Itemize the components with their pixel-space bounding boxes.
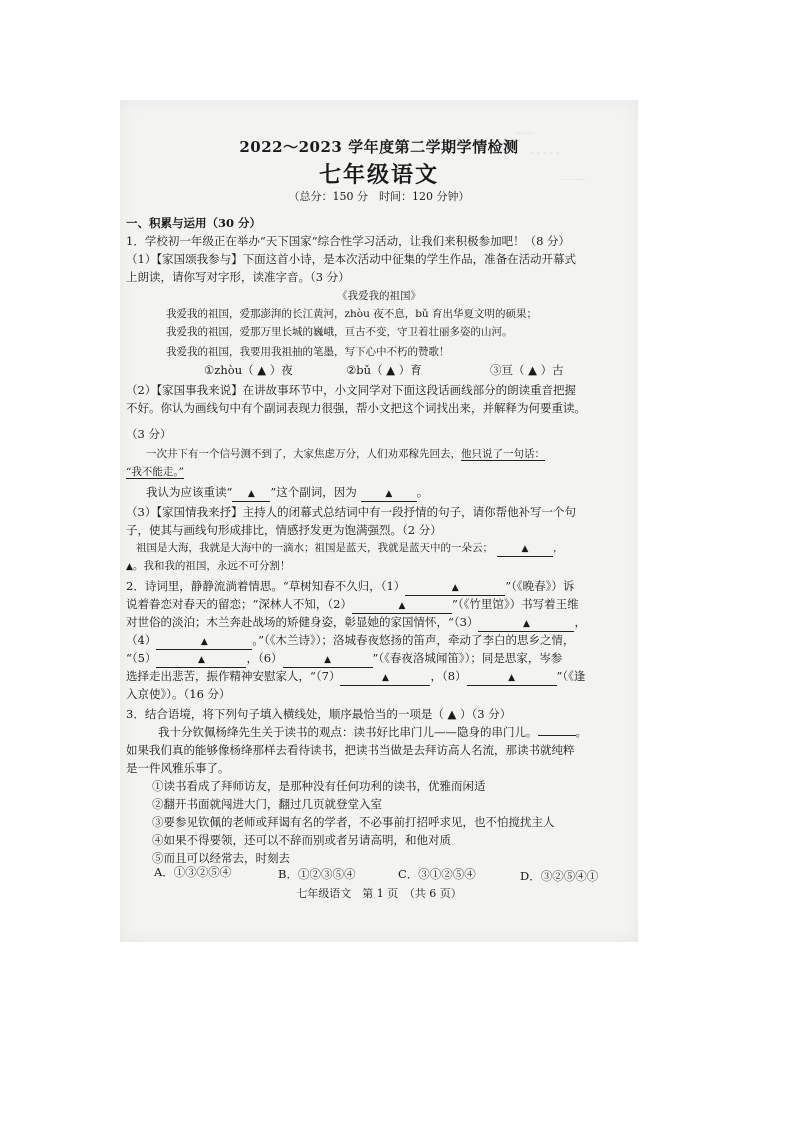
poem-line: 我爱我的祖国，爱那澎湃的长江黄河，zhòu 夜不息，bǔ 育出华夏文明的硕果； bbox=[166, 308, 538, 320]
q3-option: ④如果不得要领，还可以不辞而别或者另请高明，和他对质 bbox=[152, 833, 451, 847]
choice-c[interactable]: C．③①②⑤④ bbox=[398, 867, 476, 881]
poem-blank-3[interactable]: ▲ bbox=[478, 617, 574, 632]
q3-text: 我十分钦佩杨绛先生关于读书的观点：读书好比串门儿——隐身的串门儿。 bbox=[158, 725, 538, 739]
q3-blank[interactable] bbox=[538, 735, 576, 736]
q2-text: 说着眷恋对春天的留恋；“深林人不知，（2） bbox=[126, 597, 352, 611]
q2-text: 2．诗词里，静静流淌着情思。“草树知春不久归，（1） bbox=[126, 579, 406, 593]
q2-text: 。”（《木兰诗》）；洛城春夜悠扬的笛声，牵动了李白的思乡之情， bbox=[252, 633, 575, 647]
q2-line3 bbox=[126, 614, 586, 632]
parallel-sentence-a: 祖国是大海，我就是大海中的一滴水；祖国是蓝天，我就是蓝天中的一朵云； bbox=[136, 542, 493, 554]
story-underlined: 他只说了一句话： bbox=[461, 448, 545, 460]
parallel-sentence-b: 。我和我的祖国，永远不可分割！ bbox=[132, 560, 291, 572]
q1-part2-line3: （3 分） bbox=[126, 427, 172, 441]
q2-line1 bbox=[126, 578, 574, 596]
q1-part3-line2: 子，使其与画线句形成排比，情感抒发更为饱满强烈。（2 分） bbox=[126, 523, 442, 537]
triangle-marker: ▲ bbox=[126, 562, 133, 572]
bleed-through: ........ bbox=[560, 172, 586, 183]
q1-part2-line2: 不好。你认为画线句中有个副词表现力很强，帮小文把这个词找出来，并解释为何要重读。 bbox=[126, 401, 586, 415]
choice-a[interactable]: A．①③②⑤④ bbox=[154, 865, 232, 879]
parallel-sentence: 祖国是大海，我就是大海中的一滴水；祖国是蓝天，我就是蓝天中的一朵云； ▲ ， bbox=[136, 540, 564, 557]
fill-blank-b[interactable]: ②bǔ（ ▲ ）育 bbox=[346, 363, 422, 377]
exam-subject: 七年级语文 bbox=[318, 162, 439, 188]
poem-line: 我爱我的祖国，爱那万里长城的巍峨，亘古不变，守卫着壮丽多姿的山河。 bbox=[166, 326, 513, 338]
parallel-sentence-end bbox=[126, 558, 290, 575]
q3-option: ①读书看成了拜师访友，是那种没有任何功利的读书，优雅而闲适 bbox=[152, 779, 486, 793]
story-text-plain: 一次井下有一个信号测不到了，大家焦虑万分，人们劝邓稼先回去， bbox=[146, 448, 461, 460]
q1-part3-line1: （3）【家国情我来抒】主持人的闭幕式总结词中有一段抒情的句子，请你帮他补写一个句 bbox=[126, 505, 577, 519]
bleed-through: ...... bbox=[515, 126, 535, 137]
poem-blank-2[interactable]: ▲ bbox=[352, 599, 452, 614]
poem-blank-7[interactable]: ▲ bbox=[340, 671, 430, 686]
q3-stem: 3．结合语境，将下列句子填入横线处，顺序最恰当的一项是（ ▲ ）（3 分） bbox=[126, 707, 512, 721]
poem-blank-1[interactable]: ▲ bbox=[405, 581, 505, 596]
q3-para-line1: 我十分钦佩杨绛先生关于读书的观点：读书好比串门儿——隐身的串门儿。 。 bbox=[158, 725, 587, 739]
q2-text: ”（《晚春》）诉 bbox=[505, 579, 575, 593]
choice-b[interactable]: B．①②③⑤④ bbox=[278, 867, 356, 881]
poem-blank-4[interactable]: ▲ bbox=[156, 635, 252, 650]
exam-page bbox=[120, 100, 638, 942]
story-text bbox=[146, 446, 545, 462]
choice-d[interactable]: D．③②⑤④① bbox=[520, 869, 599, 883]
q1-part1-line2: 上朗读，请你写对字形，读准字音。（3 分） bbox=[126, 270, 350, 284]
q2-text: “（5） bbox=[126, 651, 157, 665]
q3-option: ③要参见钦佩的老师或拜谒有名的学者，不必事前打招呼求见，也不怕搅扰主人 bbox=[152, 815, 555, 829]
parallel-blank[interactable]: ▲ bbox=[497, 542, 553, 557]
story-underlined-line2 bbox=[126, 464, 184, 480]
answer-mid: ”这个副词，因为 bbox=[270, 485, 357, 499]
q2-line4 bbox=[126, 632, 574, 650]
answer-end: 。 bbox=[416, 485, 429, 499]
q3-para-line3: 是一件风雅乐事了。 bbox=[126, 761, 230, 775]
answer-blank-reason[interactable]: ▲ bbox=[361, 487, 417, 502]
section-heading: 一、积累与运用（30 分） bbox=[126, 216, 262, 230]
q2-text: ”（《逢 bbox=[556, 669, 586, 683]
q1-part1-line1: （1）【家国颂我参与】下面这首小诗，是本次活动中征集的学生作品，准备在活动开幕式 bbox=[126, 252, 577, 266]
fill-blank-a[interactable]: ①zhòu（ ▲ ）夜 bbox=[204, 363, 293, 377]
q1-part2-line1: （2）【家国事我来说】在讲故事环节中，小文同学对下面这段话画线部分的朗读重音把握 bbox=[126, 383, 577, 397]
poem-blank-5[interactable]: ▲ bbox=[156, 653, 246, 668]
q2-text: ，（8） bbox=[430, 669, 467, 683]
q3-option: ②翻开书面就闯进大门，翻过几页就登堂入室 bbox=[152, 797, 382, 811]
q2-text: 选择走出悲苦，振作精神安慰家人，“（7） bbox=[126, 669, 341, 683]
page-footer: 七年级语文 第 1 页 （共 6 页） bbox=[296, 887, 462, 900]
q2-text: （4） bbox=[126, 633, 157, 647]
story-underlined: “我不能走。” bbox=[126, 466, 184, 478]
q2-line5 bbox=[126, 650, 562, 668]
exam-title: 2022～2023 学年度第二学期学情检测 bbox=[239, 138, 519, 156]
bleed-through: - - - - - bbox=[530, 148, 560, 159]
poem-blank-8[interactable]: ▲ bbox=[467, 671, 557, 686]
q1-stem: 1．学校初一年级正在举办“天下国家”综合性学习活动，让我们来积极参加吧！（8 分） bbox=[126, 234, 571, 248]
poem-blank-6[interactable]: ▲ bbox=[283, 653, 373, 668]
q2-text: ”（《春夜洛城闻笛》）；同是思家，岑参 bbox=[372, 651, 563, 665]
q2-text: ”（《竹里馆》）书写着王维 bbox=[451, 597, 579, 611]
exam-info: （总分：150 分 时间：120 分钟） bbox=[288, 190, 470, 203]
answer-line bbox=[146, 484, 428, 502]
poem-title: 《我爱我的祖国》 bbox=[337, 290, 421, 302]
q2-text: ， bbox=[574, 615, 586, 629]
answer-prefix: 我认为应该重读“ bbox=[146, 485, 233, 499]
fill-blank-c[interactable]: ③亘（ ▲ ）古 bbox=[490, 363, 564, 377]
answer-blank-word[interactable]: ▲ bbox=[232, 487, 270, 502]
q2-text: 对世俗的淡泊；木兰奔赴战场的矫健身姿，彰显她的家国情怀，“（3） bbox=[126, 615, 479, 629]
q2-line2 bbox=[126, 596, 579, 614]
q2-text: ，（6） bbox=[246, 651, 283, 665]
q2-line6 bbox=[126, 668, 585, 686]
q2-line7: 入京使》）。（16 分） bbox=[126, 687, 231, 701]
q3-option: ⑤而且可以经常去，时刻去 bbox=[152, 851, 290, 865]
q3-para-line2: 如果我们真的能够像杨绛那样去看待读书，把读书当做是去拜访高人名流，那读书就纯粹 bbox=[126, 743, 575, 757]
poem-line: 我爱我的祖国，我要用我祖抽的笔墨，写下心中不朽的赞歌！ bbox=[166, 346, 450, 358]
